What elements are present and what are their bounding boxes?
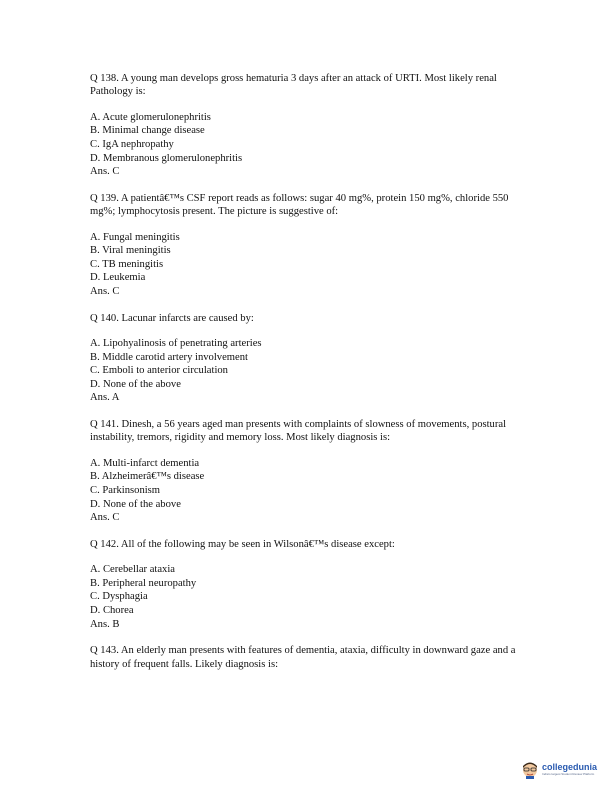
option-d: D. Chorea bbox=[90, 604, 134, 616]
question-block bbox=[90, 418, 530, 525]
option-b: B. Peripheral neuropathy bbox=[90, 577, 197, 589]
question-text: Q 142. All of the following may be seen in Wilsonâ€™s disease except: bbox=[90, 538, 395, 550]
question-text: Q 141. Dinesh, a 56 years aged man presents with complaints of slowness of movements, postural instability, tremors, rigidity and memory loss. Most likely diagnosis is: bbox=[90, 418, 507, 444]
option-d: D. None of the above bbox=[90, 498, 181, 510]
option-a: A. Acute glomerulonephritis bbox=[90, 111, 211, 123]
options-list bbox=[90, 111, 530, 179]
question-block bbox=[90, 192, 530, 299]
option-a: A. Multi-infarct dementia bbox=[90, 457, 200, 469]
option-b: B. Viral meningitis bbox=[90, 245, 171, 257]
options-list bbox=[90, 337, 530, 405]
question-text: Q 138. A young man develops gross hematuria 3 days after an attack of URTI. Most likely renal Pathology is: bbox=[90, 73, 497, 98]
option-c: C. Parkinsonism bbox=[90, 484, 161, 496]
question-block bbox=[90, 72, 530, 179]
question-text: Q 143. An elderly man presents with features of dementia, ataxia, difficulty in downward gaze and a history of frequent falls. Likely diagnosis is: bbox=[90, 645, 516, 670]
logo-name: collegedunia bbox=[542, 762, 598, 772]
option-d: D. None of the above bbox=[90, 378, 181, 390]
option-c: C. TB meningitis bbox=[90, 258, 164, 270]
option-c: C. Dysphagia bbox=[90, 591, 148, 603]
options-list bbox=[90, 231, 530, 299]
options-list bbox=[90, 457, 530, 525]
option-a: A. Lipohyalinosis of penetrating arteries bbox=[90, 337, 262, 349]
option-c: C. IgA nephropathy bbox=[90, 139, 174, 150]
option-d: D. Membranous glomerulonephritis bbox=[90, 152, 243, 164]
question-text: Q 140. Lacunar infarcts are caused by: bbox=[90, 312, 254, 324]
mascot-icon bbox=[520, 759, 540, 779]
question-block bbox=[90, 538, 530, 631]
answer: Ans. C bbox=[90, 512, 120, 524]
answer: Ans. C bbox=[90, 166, 120, 178]
option-c: C. Emboli to anterior circulation bbox=[90, 365, 228, 377]
question-text: Q 139. A patientâ€™s CSF report reads as follows: sugar 40 mg%, protein 150 mg%, chloride 550 mg%; lymphocytosis present. The picture is suggestive of: bbox=[90, 192, 509, 218]
option-a: A. Cerebellar ataxia bbox=[90, 564, 175, 576]
logo-tagline: India's largest Student Review Platform bbox=[542, 772, 595, 776]
options-list bbox=[90, 563, 530, 631]
collegedunia-logo[interactable] bbox=[520, 758, 600, 780]
answer: Ans. C bbox=[90, 285, 120, 297]
option-b: B. Minimal change disease bbox=[90, 125, 205, 137]
option-b: B. Middle carotid artery involvement bbox=[90, 351, 248, 363]
question-list bbox=[90, 72, 530, 683]
answer: Ans. A bbox=[90, 392, 120, 404]
option-a: A. Fungal meningitis bbox=[90, 231, 180, 243]
option-b: B. Alzheimerâ€™s disease bbox=[90, 471, 205, 483]
question-block bbox=[90, 312, 530, 405]
answer: Ans. B bbox=[90, 618, 120, 630]
question-block bbox=[90, 644, 530, 671]
option-d: D. Leukemia bbox=[90, 272, 146, 284]
